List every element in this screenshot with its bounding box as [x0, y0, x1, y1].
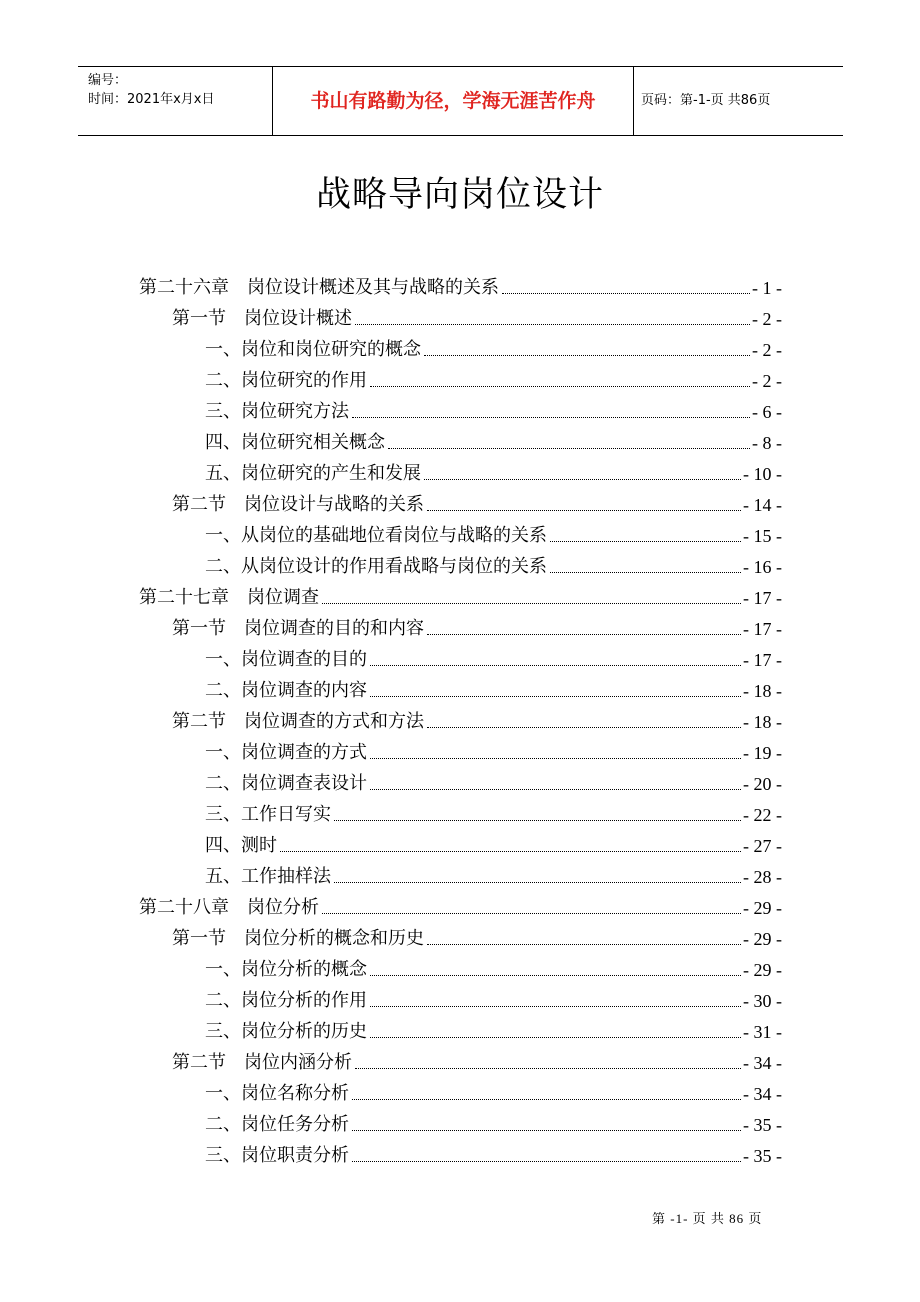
toc-entry-page-number: - 19 -	[743, 743, 782, 763]
toc-dot-leader	[352, 1161, 741, 1162]
toc-entry-label: 第一节 岗位调查的目的和内容	[172, 618, 424, 639]
toc-entry-label: 三、岗位研究方法	[205, 401, 349, 422]
toc-entry-label: 二、岗位研究的作用	[205, 370, 367, 391]
toc-entry-label: 一、岗位和岗位研究的概念	[205, 339, 421, 360]
toc-entry-page-number: - 14 -	[743, 495, 782, 515]
header-meta	[78, 67, 272, 135]
toc-entry-label: 二、岗位任务分析	[205, 1114, 349, 1135]
toc-entry[interactable]	[205, 423, 782, 454]
toc-entry-label: 第二节 岗位设计与战略的关系	[172, 494, 424, 515]
toc-entry-page-number: - 2 -	[752, 340, 782, 360]
toc-entry-label: 第二十六章 岗位设计概述及其与战略的关系	[139, 277, 499, 298]
time-label: 时间：2021年x月x日	[88, 92, 215, 107]
toc-entry[interactable]	[205, 454, 782, 485]
toc-entry-page-number: - 34 -	[743, 1084, 782, 1104]
toc-entry-page-number: - 29 -	[743, 929, 782, 949]
toc-entry-label: 五、工作抽样法	[205, 866, 331, 887]
toc-entry[interactable]	[205, 330, 782, 361]
toc-entry-page-number: - 34 -	[743, 1053, 782, 1073]
toc-entry-label: 一、从岗位的基础地位看岗位与战略的关系	[205, 525, 547, 546]
toc-dot-leader	[427, 944, 741, 945]
toc-dot-leader	[352, 417, 750, 418]
toc-dot-leader	[550, 572, 741, 573]
toc-entry-page-number: - 16 -	[743, 557, 782, 577]
toc-entry[interactable]	[205, 795, 782, 826]
toc-entry-page-number: - 2 -	[752, 309, 782, 329]
toc-dot-leader	[355, 324, 750, 325]
toc-entry-page-number: - 17 -	[743, 650, 782, 670]
toc-dot-leader	[322, 603, 741, 604]
toc-dot-leader	[427, 634, 741, 635]
toc-entry-page-number: - 1 -	[752, 278, 782, 298]
toc-entry[interactable]	[172, 485, 782, 516]
toc-entry[interactable]	[205, 392, 782, 423]
toc-dot-leader	[502, 293, 750, 294]
toc-entry[interactable]	[205, 733, 782, 764]
toc-dot-leader	[355, 1068, 741, 1069]
header-page-info: 页码：第-1-页 共86页	[641, 93, 771, 108]
toc-entry[interactable]	[172, 1043, 782, 1074]
toc-entry-page-number: - 17 -	[743, 619, 782, 639]
toc-entry-page-number: - 31 -	[743, 1022, 782, 1042]
toc-entry-page-number: - 35 -	[743, 1115, 782, 1135]
toc-entry[interactable]	[205, 361, 782, 392]
toc-entry-label: 第二节 岗位内涵分析	[172, 1052, 352, 1073]
toc-dot-leader	[424, 355, 750, 356]
toc-entry-label: 第一节 岗位设计概述	[172, 308, 352, 329]
toc-dot-leader	[370, 975, 741, 976]
toc-entry-label: 三、工作日写实	[205, 804, 331, 825]
toc-entry-page-number: - 15 -	[743, 526, 782, 546]
toc-entry[interactable]	[172, 609, 782, 640]
toc-dot-leader	[370, 758, 741, 759]
toc-entry-page-number: - 29 -	[743, 960, 782, 980]
toc-entry-page-number: - 17 -	[743, 588, 782, 608]
document-title: 战略导向岗位设计	[315, 175, 604, 215]
toc-entry[interactable]	[172, 919, 782, 950]
toc-entry[interactable]	[205, 950, 782, 981]
toc-entry-label: 一、岗位调查的目的	[205, 649, 367, 670]
toc-entry[interactable]	[205, 671, 782, 702]
toc-entry[interactable]	[205, 640, 782, 671]
toc-dot-leader	[550, 541, 741, 542]
toc-entry-label: 第一节 岗位分析的概念和历史	[172, 928, 424, 949]
page-header	[78, 66, 843, 136]
toc-entry-page-number: - 28 -	[743, 867, 782, 887]
header-motto: 书山有路勤为径，学海无涯苦作舟	[272, 67, 634, 135]
toc-entry[interactable]	[205, 547, 782, 578]
toc-entry-page-number: - 27 -	[743, 836, 782, 856]
toc-dot-leader	[352, 1099, 741, 1100]
toc-entry[interactable]	[172, 299, 782, 330]
toc-entry[interactable]	[205, 1105, 782, 1136]
toc-dot-leader	[427, 510, 741, 511]
toc-dot-leader	[334, 882, 741, 883]
toc-entry[interactable]	[205, 1136, 782, 1167]
toc-dot-leader	[370, 696, 741, 697]
toc-entry-page-number: - 22 -	[743, 805, 782, 825]
toc-dot-leader	[334, 820, 741, 821]
toc-dot-leader	[370, 386, 750, 387]
toc-entry-page-number: - 35 -	[743, 1146, 782, 1166]
toc-entry[interactable]	[172, 702, 782, 733]
toc-dot-leader	[370, 1006, 741, 1007]
toc-entry[interactable]	[205, 857, 782, 888]
toc-entry-page-number: - 10 -	[743, 464, 782, 484]
toc-entry-label: 二、岗位调查的内容	[205, 680, 367, 701]
toc-dot-leader	[352, 1130, 741, 1131]
toc-entry-page-number: - 8 -	[752, 433, 782, 453]
toc-entry-label: 五、岗位研究的产生和发展	[205, 463, 421, 484]
toc-entry[interactable]	[205, 826, 782, 857]
toc-dot-leader	[370, 665, 741, 666]
toc-entry-label: 第二节 岗位调查的方式和方法	[172, 711, 424, 732]
toc-entry-label: 第二十七章 岗位调查	[139, 587, 319, 608]
toc-entry[interactable]	[205, 981, 782, 1012]
toc-entry-label: 四、岗位研究相关概念	[205, 432, 385, 453]
toc-entry-page-number: - 20 -	[743, 774, 782, 794]
toc-entry-label: 二、岗位调查表设计	[205, 773, 367, 794]
toc-entry-page-number: - 29 -	[743, 898, 782, 918]
page-footer: 第 -1- 页 共 86 页	[652, 1211, 763, 1226]
toc-dot-leader	[370, 1037, 741, 1038]
toc-entry[interactable]	[205, 1074, 782, 1105]
toc-dot-leader	[322, 913, 741, 914]
toc-entry-page-number: - 18 -	[743, 712, 782, 732]
toc-entry-label: 四、测时	[205, 835, 277, 856]
toc-entry[interactable]	[139, 578, 782, 609]
toc-entry-label: 二、从岗位设计的作用看战略与岗位的关系	[205, 556, 547, 577]
toc-entry-label: 一、岗位调查的方式	[205, 742, 367, 763]
toc-entry-label: 一、岗位名称分析	[205, 1083, 349, 1104]
toc-entry-label: 二、岗位分析的作用	[205, 990, 367, 1011]
toc-entry-page-number: - 6 -	[752, 402, 782, 422]
toc-entry-label: 三、岗位职责分析	[205, 1145, 349, 1166]
toc-entry-page-number: - 2 -	[752, 371, 782, 391]
toc-dot-leader	[424, 479, 741, 480]
toc-entry[interactable]	[139, 268, 782, 299]
toc-entry-page-number: - 30 -	[743, 991, 782, 1011]
toc-dot-leader	[280, 851, 741, 852]
toc-entry[interactable]	[205, 516, 782, 547]
toc-dot-leader	[427, 727, 741, 728]
toc-entry-label: 第二十八章 岗位分析	[139, 897, 319, 918]
toc-dot-leader	[388, 448, 750, 449]
toc-entry-label: 一、岗位分析的概念	[205, 959, 367, 980]
toc-entry[interactable]	[205, 764, 782, 795]
toc-entry-label: 三、岗位分析的历史	[205, 1021, 367, 1042]
toc-dot-leader	[370, 789, 741, 790]
toc-entry[interactable]	[205, 1012, 782, 1043]
serial-number-label: 编号：	[88, 73, 128, 88]
toc-entry-page-number: - 18 -	[743, 681, 782, 701]
toc-entry[interactable]	[139, 888, 782, 919]
